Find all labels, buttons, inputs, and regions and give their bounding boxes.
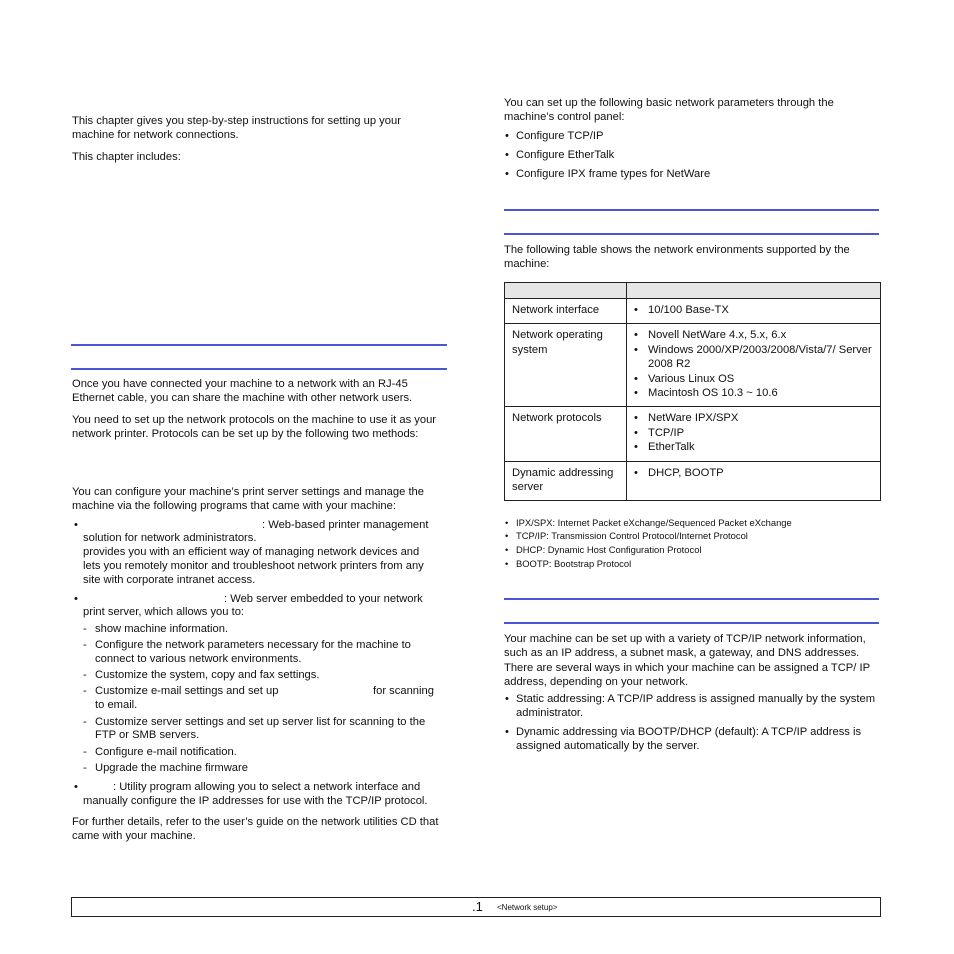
bullet: • <box>505 168 509 180</box>
section-rule <box>504 598 879 600</box>
table-value: • Macintosh OS 10.3 ~ 10.6 <box>634 386 873 400</box>
table-cell <box>627 461 881 501</box>
table-header-row <box>505 283 881 299</box>
section-rule <box>504 622 879 624</box>
program-desc: provides you with an efficient way of managing network devices and <box>83 546 420 558</box>
param-item: Configure IPX frame types for NetWare <box>516 168 711 180</box>
table-value: • DHCP, BOOTP <box>634 466 873 480</box>
sub-item: to email. <box>95 699 138 711</box>
program-desc: : Web-based printer management <box>262 519 429 531</box>
sub-item: Customize server settings and set up server list for scanning to the <box>95 716 426 728</box>
table-value: • Novell NetWare 4.x, 5.x, 6.x <box>634 328 873 342</box>
table-intro-paragraph: The following table shows the network environments supported by the machine: <box>504 244 850 271</box>
table-cell: Network protocols <box>505 407 627 461</box>
sub-item: Customize the system, copy and fax settings. <box>95 669 320 681</box>
includes-label: This chapter includes: <box>72 151 181 163</box>
bullet: • <box>74 593 78 605</box>
program-desc: manually configure the IP addresses for use with the TCP/IP protocol. <box>83 795 428 807</box>
sub-item: Upgrade the machine firmware <box>95 762 248 774</box>
footer-section: <Network setup> <box>497 903 558 912</box>
table-value: • Various Linux OS <box>634 372 873 386</box>
page-footer <box>71 897 881 917</box>
bullet: • <box>505 726 509 738</box>
network-environment-table <box>504 282 881 501</box>
program-desc: site with corporate intranet access. <box>83 574 256 586</box>
program-desc: lets you remotely monitor and troubleshoot network printers from any <box>83 560 424 572</box>
further-details-paragraph: For further details, refer to the user’s guide on the network utilities CD that came with your machine. <box>72 816 439 843</box>
control-panel-paragraph: You can set up the following basic network parameters through the machine’s control panel: <box>504 97 834 124</box>
table-cell: Network interface <box>505 299 627 324</box>
table-value: • Windows 2000/XP/2003/2008/Vista/7/ Server 2008 R2 <box>634 343 873 372</box>
protocols-paragraph: You need to set up the network protocols on the machine to use it as your network printer. Protocols can be set up by the following two methods: <box>72 414 437 441</box>
sub-item: connect to various network environments. <box>95 653 302 665</box>
bullet: • <box>505 693 509 705</box>
tcpip-paragraph: Your machine can be set up with a variety of TCP/IP network information, such as an IP address, a subnet mask, a gateway, and DNS addresses. There are several ways in which your machine can be assigned a TCP/ IP address, depending on your network. <box>504 633 870 689</box>
bullet: • <box>74 781 78 793</box>
bullet: • <box>505 149 509 161</box>
sub-item: Customize e-mail settings and set up <box>95 685 279 697</box>
table-value: • NetWare IPX/SPX <box>634 411 873 425</box>
abbreviation-note: TCP/IP: Transmission Control Protocol/Internet Protocol <box>516 530 748 541</box>
bullet: • <box>74 519 78 531</box>
page-number: .1 <box>472 899 483 914</box>
table-row <box>505 299 881 324</box>
table-cell <box>627 407 881 461</box>
section-rule <box>71 368 447 370</box>
programs-paragraph: You can configure your machine’s print server settings and manage the machine via the following programs that came with your machine: <box>72 486 424 513</box>
intro-paragraph: This chapter gives you step-by-step instructions for setting up your machine for network connections. <box>72 115 401 142</box>
param-item: Configure TCP/IP <box>516 130 604 142</box>
program-desc: print server, which allows you to: <box>83 606 245 618</box>
sub-item: Configure e-mail notification. <box>95 746 237 758</box>
sub-item: FTP or SMB servers. <box>95 729 200 741</box>
section-rule <box>71 344 447 346</box>
program-desc: : Utility program allowing you to select a network interface and <box>113 781 421 793</box>
table-row <box>505 461 881 501</box>
intro-network-paragraph: Once you have connected your machine to a network with an RJ-45 Ethernet cable, you can share the machine with other network users. <box>72 378 413 405</box>
table-cell <box>627 299 881 324</box>
sub-item: show machine information. <box>95 623 229 635</box>
section-rule <box>504 233 879 235</box>
table-cell: Dynamic addressing server <box>505 461 627 501</box>
sub-item: for scanning <box>373 685 434 697</box>
bullet: • <box>505 130 509 142</box>
table-value: • TCP/IP <box>634 426 873 440</box>
table-row <box>505 324 881 407</box>
abbreviation-note: IPX/SPX: Internet Packet eXchange/Sequenced Packet eXchange <box>516 517 792 528</box>
addressing-item: Static addressing: A TCP/IP address is assigned manually by the system administrator. <box>516 693 876 720</box>
table-value: • EtherTalk <box>634 440 873 454</box>
addressing-item: Dynamic addressing via BOOTP/DHCP (default): A TCP/IP address is assigned automatically by the server. <box>516 726 862 753</box>
program-desc: solution for network administrators. <box>83 532 257 544</box>
table-cell <box>627 324 881 407</box>
table-row <box>505 407 881 461</box>
param-item: Configure EtherTalk <box>516 149 615 161</box>
abbreviation-note: BOOTP: Bootstrap Protocol <box>516 558 632 569</box>
table-cell: Network operating system <box>505 324 627 407</box>
program-desc: : Web server embedded to your network <box>224 593 423 605</box>
sub-item: Configure the network parameters necessary for the machine to <box>95 639 411 651</box>
table-value: • 10/100 Base-TX <box>634 303 873 317</box>
section-rule <box>504 209 879 211</box>
abbreviation-note: DHCP: Dynamic Host Configuration Protocol <box>516 544 702 555</box>
